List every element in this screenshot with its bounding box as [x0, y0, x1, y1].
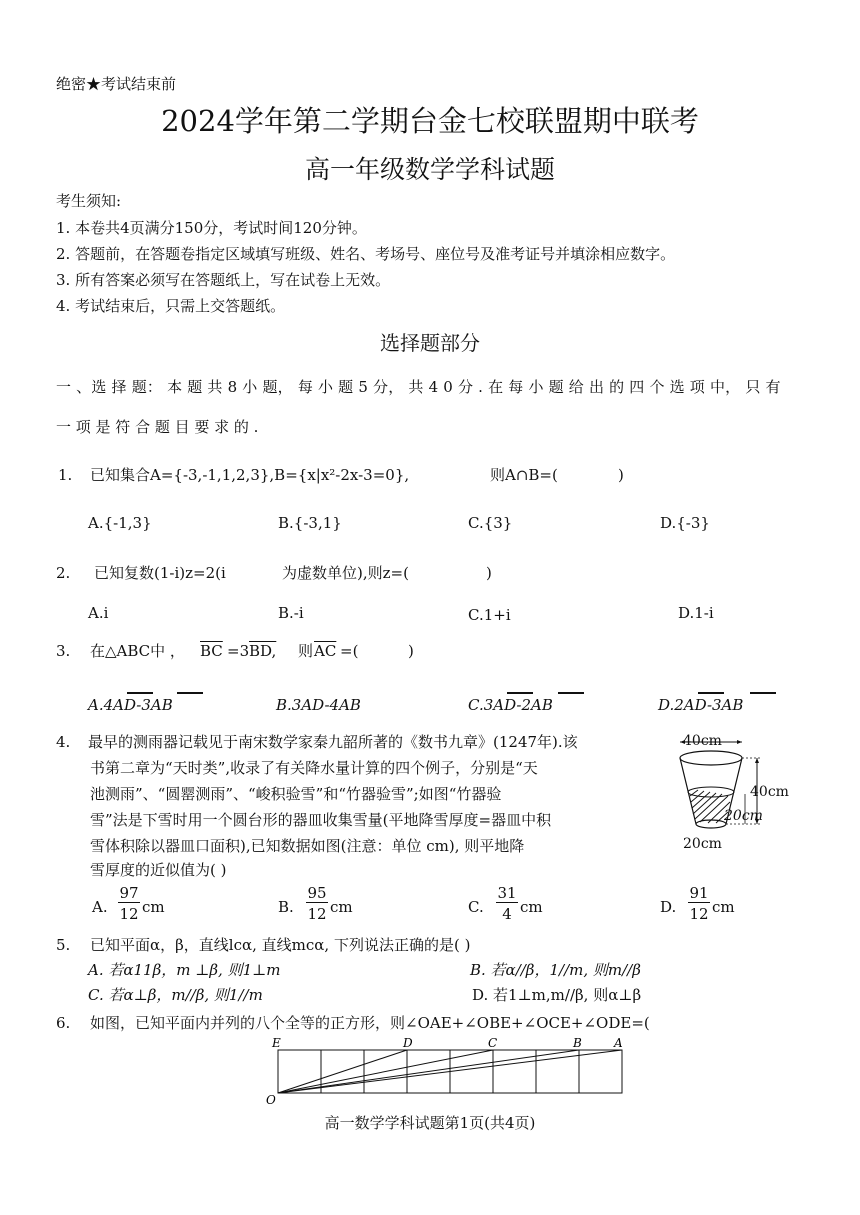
q5-option-b: B. 若α//β，1//m, 则m//β — [470, 961, 641, 979]
notice-item-3: 3. 所有答案必须写在答题纸上，写在试卷上无效。 — [56, 271, 391, 289]
section-instruction-1: 一 、选 择 题： 本 题 共 8 小 题， 每 小 题 5 分， 共 4 0 分 . 在 每 小 题 给 出 的 四 个 选 项 中， 只 有 — [56, 378, 781, 396]
q4-option-a-num: 97 — [119, 884, 139, 902]
q6-label-a: A — [614, 1036, 623, 1050]
q6-label-d: D — [403, 1036, 413, 1050]
q3-vector-ac: $\overline{AC}$ — [314, 642, 337, 660]
q6-ray-ob — [278, 1050, 579, 1093]
q3-option-c: C.3AD-2AB — [468, 696, 553, 714]
q1-option-d: D.{-3} — [660, 514, 710, 532]
q4-option-c-den: 4 — [502, 905, 512, 923]
q4-option-c-letter: C. — [468, 898, 484, 916]
notice-heading: 考生须知: — [56, 192, 122, 210]
q6-ray-oc — [278, 1050, 493, 1093]
q1-stem: 已知集合A={-3,-1,1,2,3},B={x|x²-2x-3=0}, — [90, 466, 410, 484]
q4-line-4: 雪”法是下雪时用一个圆台形的器皿收集雪量(平地降雪厚度=器皿中积 — [90, 811, 552, 829]
q4-option-d-letter: D. — [660, 898, 677, 916]
notice-item-1: 1. 本卷共4页满分150分，考试时间120分钟。 — [56, 219, 367, 237]
q1-option-c: C.{3} — [468, 514, 513, 532]
secret-label: 绝密★考试结束前 — [56, 75, 177, 93]
q3-then: 则 — [298, 642, 314, 660]
q4-option-a-den: 12 — [119, 905, 139, 923]
page-footer: 高一数学学科试题第1页(共4页) — [324, 1114, 536, 1132]
q3-option-a-bar-1 — [127, 692, 153, 694]
q4-option-d-unit: cm — [712, 898, 735, 916]
q3-tail: =( — [340, 642, 359, 660]
q4-arrow-up — [755, 758, 759, 763]
q2-number: 2. — [56, 564, 71, 582]
exam-subtitle: 高一年级数学学科试题 — [304, 155, 555, 184]
q2-option-d: D.1-i — [678, 604, 714, 622]
q3-option-a: A.4AD-3AB — [88, 696, 173, 714]
exam-title: 2024学年第二学期台金七校联盟期中联考 — [161, 104, 699, 138]
q3-option-c-bar-1 — [507, 692, 533, 694]
q5-option-d: D. 若1⊥m,m//β, 则α⊥β — [472, 986, 642, 1004]
q1-close: ) — [618, 466, 624, 484]
q4-option-c-num: 31 — [497, 884, 517, 902]
q4-option-d-num: 91 — [689, 884, 709, 902]
q1-option-a: A.{-1,3} — [88, 514, 152, 532]
q3-option-d: D.2AD-3AB — [658, 696, 744, 714]
section-instruction-2: 一 项 是 符 合 题 目 要 求 的 . — [56, 418, 259, 436]
q4-option-d-den: 12 — [689, 905, 709, 923]
notice-item-2: 2. 答题前，在答题卷指定区域填写班级、姓名、考场号、座位号及准考证号并填涂相应数字。 — [56, 245, 676, 263]
q6-label-b: B — [573, 1036, 582, 1050]
q3-equals: =3 — [227, 642, 250, 660]
q2-stem: 已知复数(1-i)z=2(i — [94, 564, 226, 582]
q4-line-2: 书第二章为“天时类”,收录了有关降水量计算的四个例子，分别是“天 — [90, 759, 538, 777]
q6-stem: 如图，已知平面内并列的八个全等的正方形，则∠OAE+∠OBE+∠OCE+∠ODE=( — [90, 1014, 650, 1032]
q4-label-height: 40cm — [750, 784, 789, 800]
q3-option-b: B.3AD-4AB — [276, 696, 361, 714]
q4-option-a-letter: A. — [92, 898, 108, 916]
q4-option-c-unit: cm — [520, 898, 543, 916]
q5-option-a: A. 若α11β，m ⊥β, 则1⊥m — [88, 961, 281, 979]
q2-option-a: A.i — [88, 604, 109, 622]
q4-label-top: 40cm — [683, 733, 722, 749]
q3-number: 3. — [56, 642, 71, 660]
q4-option-b-den: 12 — [307, 905, 327, 923]
q5-option-c: C. 若α⊥β，m//β, 则1//m — [88, 986, 263, 1004]
q4-option-b-letter: B. — [278, 898, 294, 916]
q2-close: ) — [486, 564, 492, 582]
q6-label-o: O — [266, 1093, 276, 1107]
q4-option-b-num: 95 — [307, 884, 327, 902]
q6-squares-figure — [262, 1034, 642, 1110]
q4-line-6: 雪厚度的近似值为( ) — [90, 861, 227, 879]
q3-vector-bc: $\overline{BC}$ — [200, 642, 223, 660]
q3-option-c-bar-2 — [558, 692, 584, 694]
q2-option-b: B.-i — [278, 604, 304, 622]
q4-bucket-rim — [680, 751, 742, 765]
q4-label-bottom: 20cm — [683, 836, 722, 852]
section-title: 选择题部分 — [380, 331, 480, 355]
q6-label-c: C — [488, 1036, 498, 1050]
q4-option-b-unit: cm — [330, 898, 353, 916]
q4-arrow-right — [737, 740, 742, 744]
q4-label-snow: 20cm — [724, 808, 763, 824]
q3-vector-bd: BD, — [249, 642, 277, 660]
q4-line-3: 池测雨”、“圆罂测雨”、“峻积验雪”和“竹器验雪”;如图“竹器验 — [90, 785, 502, 803]
q3-stem: 在△ABC中 ， — [90, 642, 185, 660]
notice-item-4: 4. 考试结束后，只需上交答题纸。 — [56, 297, 286, 315]
q5-number: 5. — [56, 936, 71, 954]
q4-line-1: 最早的测雨器记载见于南宋数学家秦九韶所著的《数书九章》(1247年).该 — [88, 733, 578, 751]
q3-option-d-bar-1 — [698, 692, 724, 694]
q4-number: 4. — [56, 733, 71, 751]
q4-option-a-unit: cm — [142, 898, 165, 916]
q4-line-5: 雪体积除以器皿口面积),已知数据如图(注意：单位 cm), 则平地降 — [90, 837, 525, 855]
q3-option-a-bar-2 — [177, 692, 203, 694]
q3-option-d-bar-2 — [750, 692, 776, 694]
q2-stem-2: 为虚数单位),则z=( — [282, 564, 409, 582]
q5-stem: 已知平面α，β，直线lcα, 直线mcα, 下列说法正确的是( ) — [90, 936, 471, 954]
q1-number: 1. — [58, 466, 73, 484]
q2-option-c: C.1+i — [468, 606, 511, 624]
q6-number: 6. — [56, 1014, 71, 1032]
q3-close: ) — [408, 642, 414, 660]
q6-label-e: E — [272, 1036, 281, 1050]
q1-option-b: B.{-3,1} — [278, 514, 342, 532]
q1-ask: 则A∩B=( — [490, 466, 558, 484]
